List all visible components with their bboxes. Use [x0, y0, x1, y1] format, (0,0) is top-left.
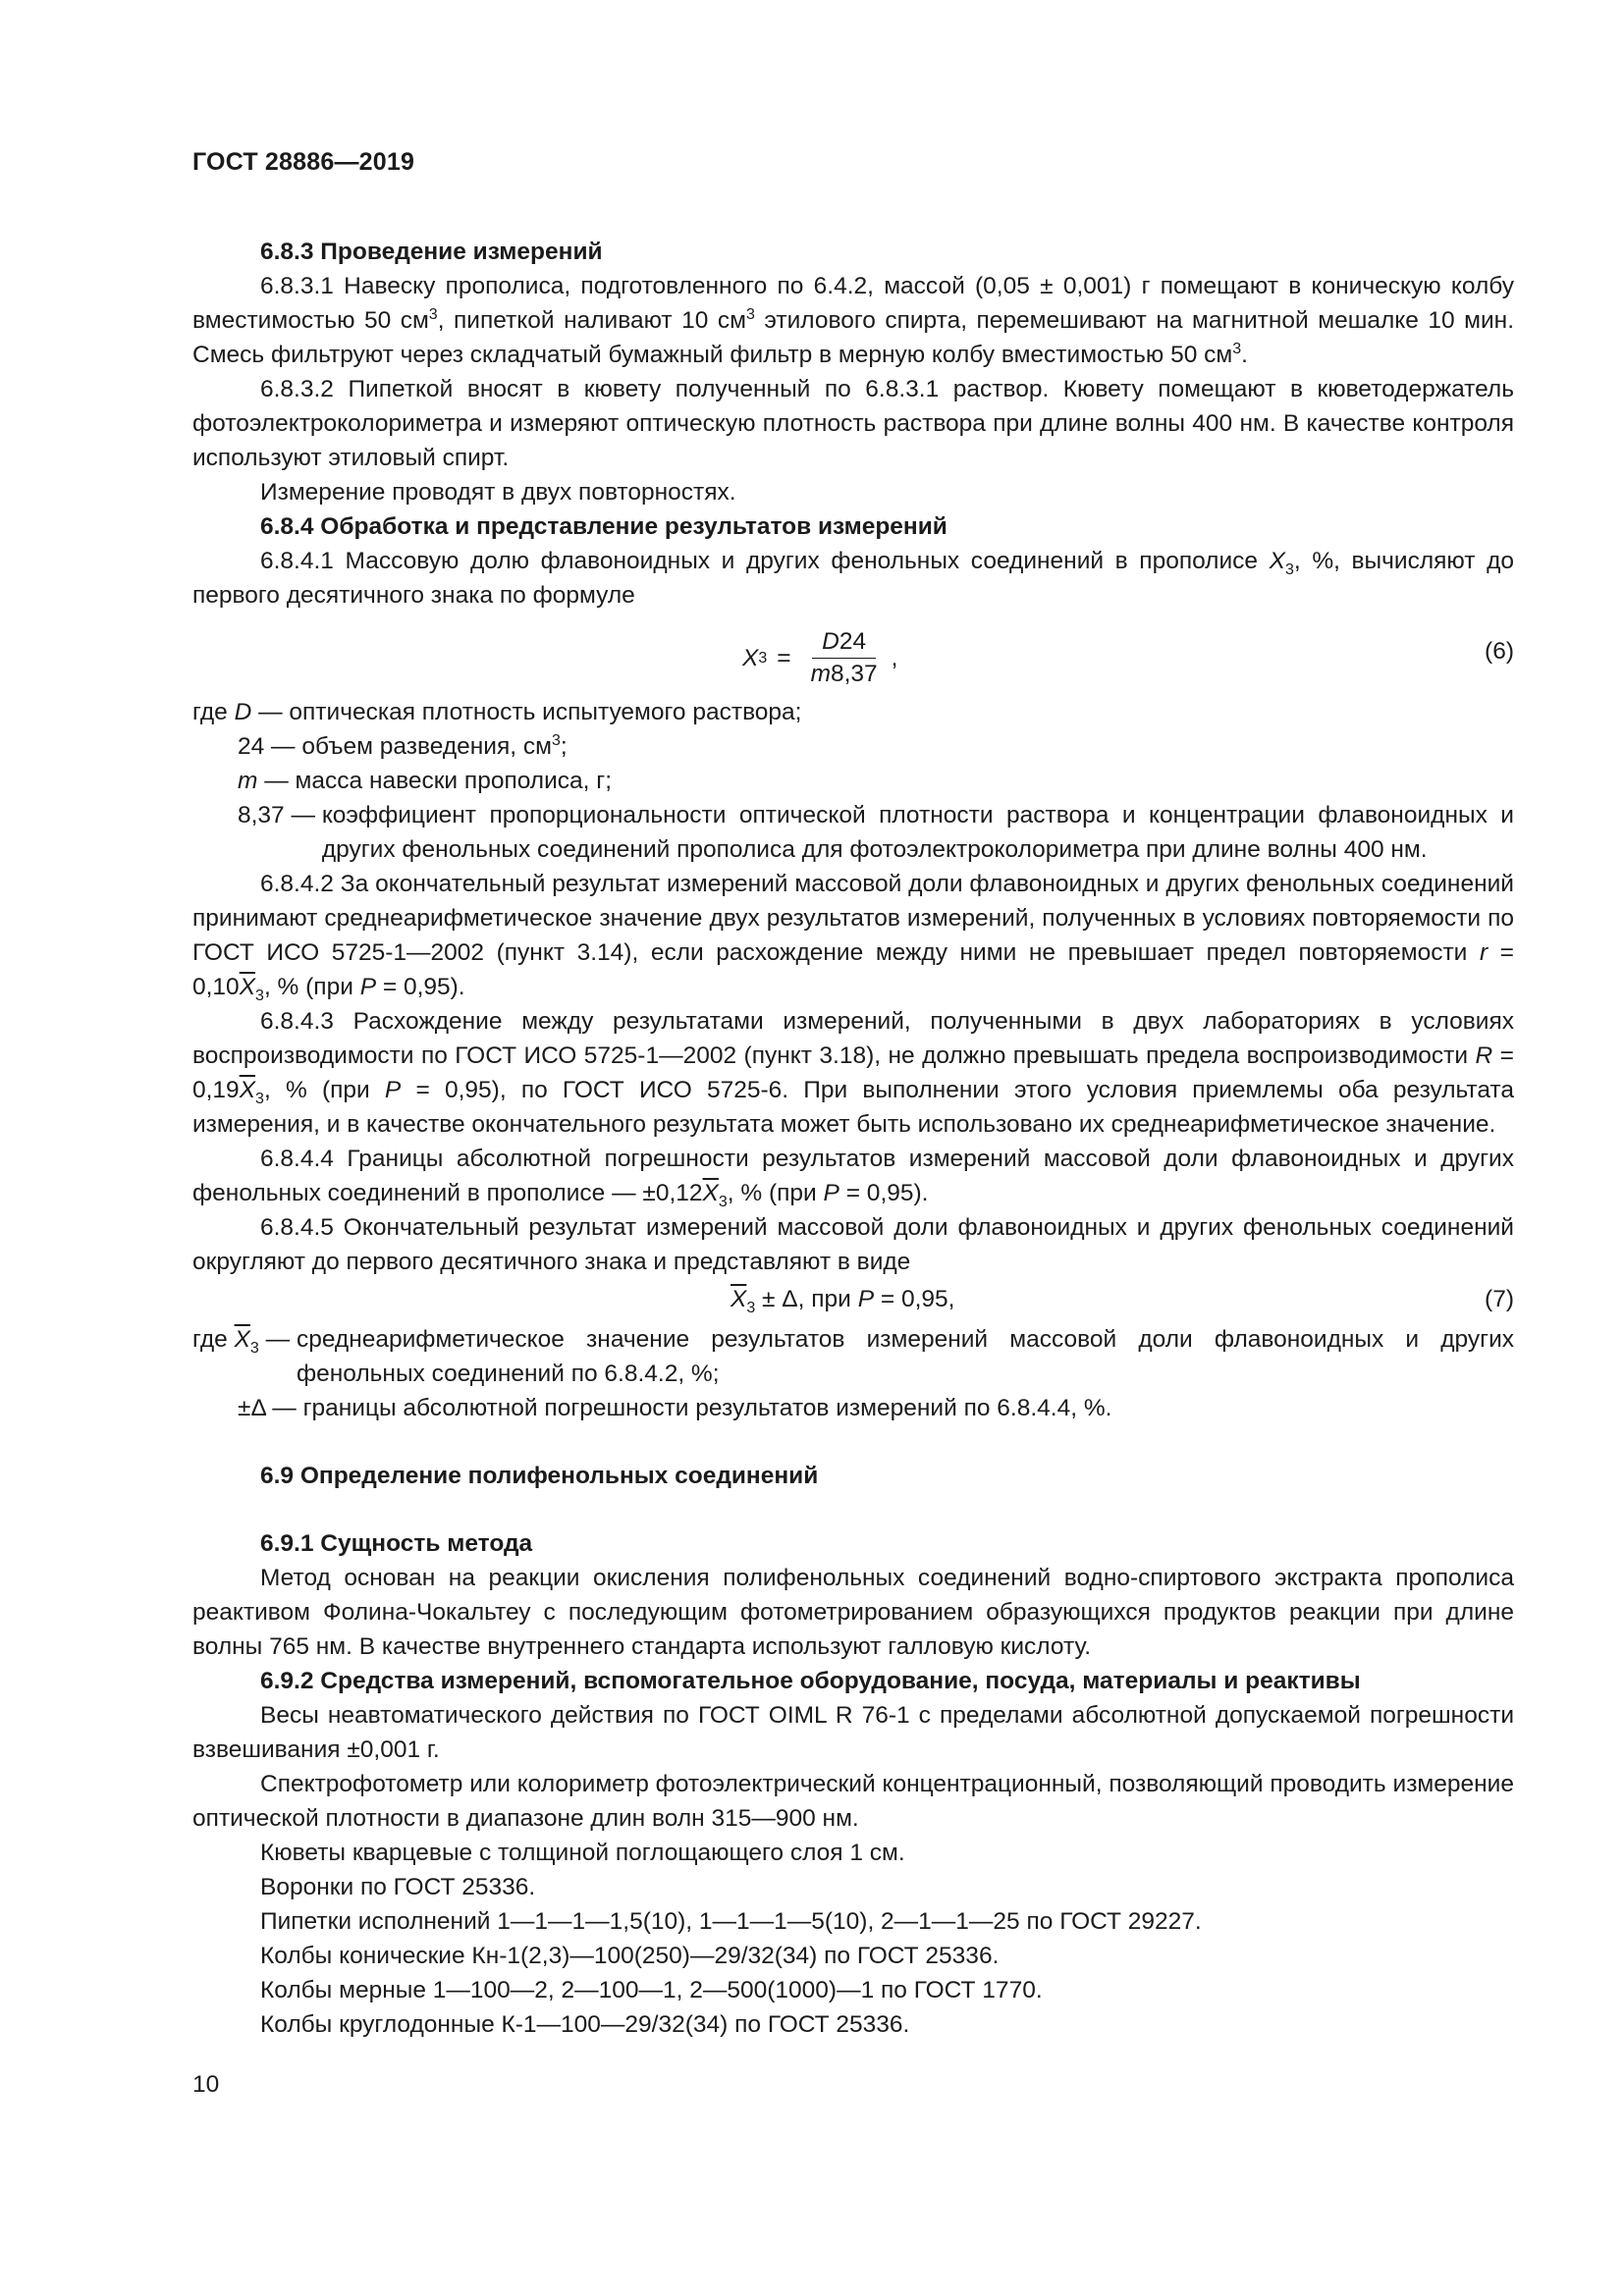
equation-number: (7)	[1485, 1286, 1514, 1312]
subscript: 3	[718, 1193, 728, 1210]
text-span: этилового спирта, перемешивают на магнитной мешалке 10 мин. Смесь фильтруют через складчатый бумажный фильтр в мерную колбу вместимостью 50 см	[192, 307, 1515, 368]
variable: P	[823, 1180, 839, 1206]
equals-sign: =	[777, 645, 791, 671]
text-span: = 0,95).	[376, 974, 465, 1000]
where-line-m	[192, 764, 1514, 798]
formula-body	[731, 1282, 954, 1316]
list-item: Воронки по ГОСТ 25336.	[260, 1874, 536, 1900]
variable-mean: $\overline{X}$	[239, 974, 256, 1000]
list-item: Колбы мерные 1—100—2, 2—100—1, 2—500(1000)—1 по ГОСТ 1770.	[260, 1977, 1043, 2003]
text-span: 6.8.3.1 Навеску прополиса, подготовленного по 6.4.2, массой (0,05 ± 0,001) г помещают в коническую колбу вместимостью 50 см	[192, 273, 1514, 334]
variable: m	[810, 661, 831, 687]
fraction-numerator	[812, 626, 876, 659]
list-item: Кюветы кварцевые с толщиной поглощающего слоя 1 см.	[260, 1840, 905, 1866]
list-item: Колбы круглодонные К-1—100—29/32(34) по ГОСТ 25336.	[260, 2011, 910, 2038]
text-span: где	[192, 1326, 235, 1353]
superscript: 3	[745, 305, 755, 323]
text-span: 6.8.4.4 Границы абсолютной погрешности результатов измерений массовой доли флавоноидных и других фенольных соединений в прополисе — ±0,12	[192, 1146, 1514, 1206]
paragraph-6-8-4-3	[192, 1004, 1514, 1142]
formula-7	[192, 1279, 1514, 1322]
paragraph-6-8-3-2: 6.8.3.2 Пипеткой вносят в кювету полученный по 6.8.3.1 раствор. Кювету помещают в кюветодержатель фотоэлектроколориметра и измеряют оптическую плотность раствора при длине волны 400 нм. В качестве контроля используют этиловый спирт.	[192, 376, 1514, 471]
list-item: Пипетки исполнений 1—1—1—1,5(10), 1—1—1—5(10), 2—1—1—25 по ГОСТ 29227.	[260, 1908, 1202, 1935]
variable: r	[1479, 939, 1489, 966]
section-heading-6-9-2: 6.9.2 Средства измерений, вспомогательное оборудование, посуда, материалы и реактивы	[260, 1668, 1361, 1694]
formula-6	[192, 613, 1514, 695]
superscript: 3	[428, 305, 438, 323]
list-item: Весы неавтоматического действия по ГОСТ OIML R 76-1 с пределами абсолютной допускаемой погрешности взвешивания ±0,001 г.	[192, 1702, 1514, 1763]
section-heading-6-8-3: 6.8.3 Проведение измерений	[260, 239, 603, 265]
text-span: , % (при	[263, 974, 360, 1000]
definition-text: среднеарифметическое значение результатов измерений массовой доли флавоноидных и других фенольных соединений по 6.8.4.2, %;	[296, 1326, 1514, 1387]
section-heading-6-9: 6.9 Определение полифенольных соединений	[260, 1463, 819, 1489]
text-span: — оптическая плотность испытуемого раствора;	[251, 699, 802, 725]
variable-mean: $\overline{X}$	[239, 1077, 256, 1103]
text-span: = 0,19	[192, 1042, 1514, 1103]
text-span: = 0,10	[192, 939, 1514, 1000]
text-span: , пипеткой наливают 10 см	[437, 307, 746, 334]
variable: P	[857, 1286, 875, 1312]
section-heading-6-9-1: 6.9.1 Сущность метода	[260, 1530, 533, 1557]
variable: X	[742, 645, 759, 671]
where-line-d	[192, 695, 1514, 729]
variable: X	[1269, 548, 1285, 574]
text-span: 6.8.4.1 Массовую долю флавоноидных и других фенольных соединений в прополисе	[260, 548, 1270, 574]
text-span: 6.8.4.2 За окончательный результат измерений массовой доли флавоноидных и других фенольных соединений принимают среднеарифметическое значение двух результатов измерений, полученных в условиях повторяемости по ГОСТ ИСО 5725-1—2002 (пункт 3.14), если расхождение между ними не превышает предел повторяемости	[192, 871, 1514, 966]
superscript: 3	[551, 731, 561, 749]
paragraph-repetitions: Измерение проводят в двух повторностях.	[260, 479, 736, 506]
text-span: = 0,95,	[874, 1286, 955, 1312]
subscript: 3	[1285, 561, 1294, 578]
definition-text: коэффициент пропорциональности оптической плотности раствора и концентрации флавоноидных и других фенольных соединений прополиса для фотоэлектроколориметра при длине волны 400 нм.	[321, 802, 1514, 863]
equation-number: (6)	[1485, 638, 1514, 665]
variable: P	[384, 1077, 402, 1103]
paragraph-6-9-1: Метод основан на реакции окисления полифенольных соединений водно-спиртового экстракта прополиса реактивом Фолина-Чокальтеу с последующим фотометрированием образующихся продуктов реакции при длине волны 765 нм. В качестве внутреннего стандарта используют галловую кислоту.	[192, 1565, 1514, 1660]
variable: D	[234, 699, 252, 725]
formula-body: X 3 = $\frac{D24}{m8,37}$ ,	[742, 626, 897, 690]
paragraph-6-8-4-2	[192, 867, 1514, 1004]
where-line-mean	[192, 1322, 1514, 1391]
paragraph-6-8-3-1	[192, 269, 1514, 372]
where-line-coefficient	[192, 798, 1514, 867]
subscript: 3	[255, 1090, 264, 1107]
document-page	[192, 145, 1514, 2042]
text-span: —	[258, 1326, 297, 1353]
fraction-denominator	[801, 659, 888, 690]
text-span: = 0,95).	[839, 1180, 929, 1206]
variable: D	[822, 628, 839, 655]
text-span: , %, вычисляют до первого десятичного знака по формуле	[192, 548, 1515, 609]
variable: R	[1475, 1042, 1493, 1069]
formula-comma: ,	[891, 645, 898, 671]
variable-mean: $\overline{X}$	[731, 1286, 747, 1312]
variable-mean: $\overline{X}$	[702, 1180, 719, 1206]
text-span: .	[1241, 342, 1248, 368]
text-span: ;	[560, 733, 568, 760]
definition-term	[192, 1322, 297, 1391]
where-line-delta: ±Δ — границы абсолютной погрешности результатов измерений по 6.8.4.4, %.	[238, 1395, 1112, 1421]
text-span: , % (при	[263, 1077, 385, 1103]
text-span: 6.8.4.3 Расхождение между результатами измерений, полученными в двух лабораториях в условиях воспроизводимости по ГОСТ ИСО 5725-1—2002 (пункт 3.18), не должно превышать предела воспроизводимости	[192, 1008, 1514, 1069]
paragraph-6-8-4-1	[192, 544, 1514, 613]
text-span: ± Δ, при	[755, 1286, 858, 1312]
where-line-24	[192, 729, 1514, 764]
text-span: 24	[839, 628, 867, 655]
paragraph-6-8-4-4	[192, 1142, 1514, 1210]
text-span: = 0,95), по ГОСТ ИСО 5725-6. При выполнении этого условия приемлемы оба результата измерения, и в качестве окончательного результата может быть использовано их среднеарифметическое значение.	[192, 1077, 1515, 1138]
subscript: 3	[746, 1299, 756, 1316]
text-span: 8,37	[830, 661, 878, 687]
variable: m	[238, 768, 258, 794]
text-span: — масса навески прополиса, г;	[257, 768, 613, 794]
list-item: Спектрофотометр или колориметр фотоэлектрический концентрационный, позволяющий проводить измерение оптической плотности в диапазоне длин волн 315—900 нм.	[192, 1771, 1514, 1832]
superscript: 3	[1232, 340, 1242, 357]
fraction	[801, 626, 888, 690]
definition-term: 8,37 —	[238, 802, 322, 828]
variable-mean: $\overline{X}$	[234, 1326, 250, 1353]
document-header: ГОСТ 28886—2019	[192, 148, 415, 176]
variable: P	[359, 974, 377, 1000]
subscript: 3	[255, 987, 264, 1004]
text-span: где	[192, 699, 235, 725]
paragraph-6-8-4-5: 6.8.4.5 Окончательный результат измерений массовой доли флавоноидных и других фенольных соединений округляют до первого десятичного знака и представляют в виде	[192, 1214, 1514, 1275]
text-span: 24 — объем разведения, см	[238, 733, 552, 760]
subscript: 3	[249, 1339, 259, 1357]
list-item: Колбы конические Кн-1(2,3)—100(250)—29/32(34) по ГОСТ 25336.	[260, 1943, 1000, 1969]
section-heading-6-8-4: 6.8.4 Обработка и представление результатов измерений	[260, 513, 947, 540]
text-span: , % (при	[727, 1180, 824, 1206]
page-number: 10	[192, 2071, 220, 2098]
